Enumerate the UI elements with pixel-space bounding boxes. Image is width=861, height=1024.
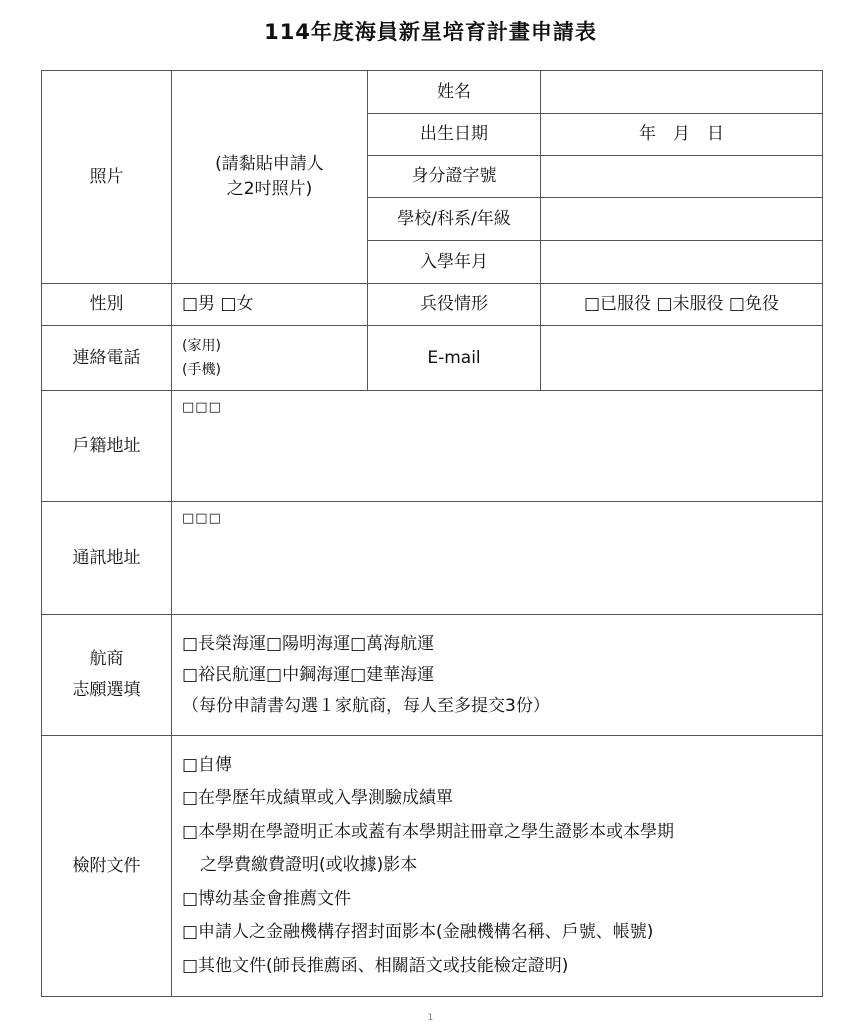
school-label-cell	[367, 197, 541, 241]
gender-label: 性別	[89, 294, 124, 315]
mailing-address-field[interactable]	[171, 501, 823, 615]
photo-area[interactable]	[171, 70, 368, 284]
email-label-cell	[367, 325, 541, 391]
page-number: 1	[427, 1013, 434, 1023]
contact-label: 連絡電話	[72, 347, 141, 368]
household-address-field[interactable]	[171, 390, 823, 502]
name-label-cell	[367, 70, 541, 114]
document-item-enrollment-proof-continued: 之學費繳費證明(或收據)影本	[200, 855, 418, 876]
mailing-label: 通訊地址	[72, 547, 141, 568]
shipping-options-line1[interactable]: □長榮海運□陽明海運□萬海航運	[182, 633, 435, 654]
id-label: 身分證字號	[411, 166, 497, 187]
id-field[interactable]	[540, 155, 823, 198]
enroll-field[interactable]	[540, 240, 823, 284]
photo-note-line1: (請黏貼申請人	[215, 154, 324, 175]
household-label: 戶籍地址	[72, 435, 141, 456]
email-field[interactable]	[540, 325, 823, 391]
documents-checklist[interactable]	[171, 735, 823, 997]
form-title: 114年度海員新星培育計畫申請表	[264, 20, 597, 44]
household-label-cell	[41, 390, 172, 502]
document-item-other[interactable]: □其他文件(師長推薦函、相關語文或技能檢定證明)	[182, 955, 569, 976]
school-field[interactable]	[540, 197, 823, 241]
gender-label-cell	[41, 283, 172, 326]
name-field[interactable]	[540, 70, 823, 114]
document-item-transcript[interactable]: □在學歷年成績單或入學測驗成績單	[182, 788, 454, 809]
photo-label: 照片	[89, 166, 124, 187]
mailing-postal-boxes: □□□	[182, 511, 222, 526]
school-label: 學校/科系/年級	[397, 208, 511, 229]
shipping-label-line2: 志願選填	[72, 680, 141, 700]
gender-checkboxes[interactable]: □男 □女	[182, 294, 254, 315]
phone-mobile-label: (手機)	[182, 362, 221, 378]
document-item-enrollment-proof[interactable]: □本學期在學證明正本或蓋有本學期註冊章之學生證影本或本學期	[182, 821, 675, 842]
document-item-bankbook-copy[interactable]: □申請人之金融機構存摺封面影本(金融機構名稱、戶號、帳號)	[182, 922, 654, 943]
photo-label-cell	[41, 70, 172, 284]
birth-field[interactable]	[540, 113, 823, 156]
email-label: E-mail	[427, 347, 481, 368]
phone-field[interactable]	[171, 325, 368, 391]
shipping-note: （每份申請書勾選１家航商，每人至多提交3份）	[182, 695, 550, 716]
enroll-label-cell	[367, 240, 541, 284]
shipping-options-line2[interactable]: □裕民航運□中鋼海運□建華海運	[182, 664, 435, 685]
household-postal-boxes: □□□	[182, 400, 222, 415]
birth-label-cell	[367, 113, 541, 156]
military-label: 兵役情形	[420, 294, 488, 315]
enroll-label: 入學年月	[420, 251, 488, 272]
document-item-foundation-recommendation[interactable]: □博幼基金會推薦文件	[182, 888, 352, 909]
phone-home-label: (家用)	[182, 337, 221, 354]
documents-label-cell	[41, 735, 172, 997]
documents-label: 檢附文件	[72, 855, 141, 876]
shipping-label-cell	[41, 614, 172, 736]
birth-date-placeholder: 年 月 日	[639, 124, 724, 145]
military-options[interactable]	[540, 283, 823, 326]
shipping-options[interactable]	[171, 614, 823, 736]
document-item-autobiography[interactable]: □自傳	[182, 754, 233, 775]
shipping-label-line1: 航商	[89, 649, 124, 670]
photo-note-line2: 之2吋照片)	[226, 179, 313, 199]
gender-options[interactable]	[171, 283, 368, 326]
military-label-cell	[367, 283, 541, 326]
id-label-cell	[367, 155, 541, 198]
military-checkboxes[interactable]: □已服役 □未服役 □免役	[584, 294, 779, 315]
contact-label-cell	[41, 325, 172, 391]
name-label: 姓名	[437, 81, 471, 102]
birth-label: 出生日期	[420, 124, 488, 145]
mailing-label-cell	[41, 501, 172, 615]
